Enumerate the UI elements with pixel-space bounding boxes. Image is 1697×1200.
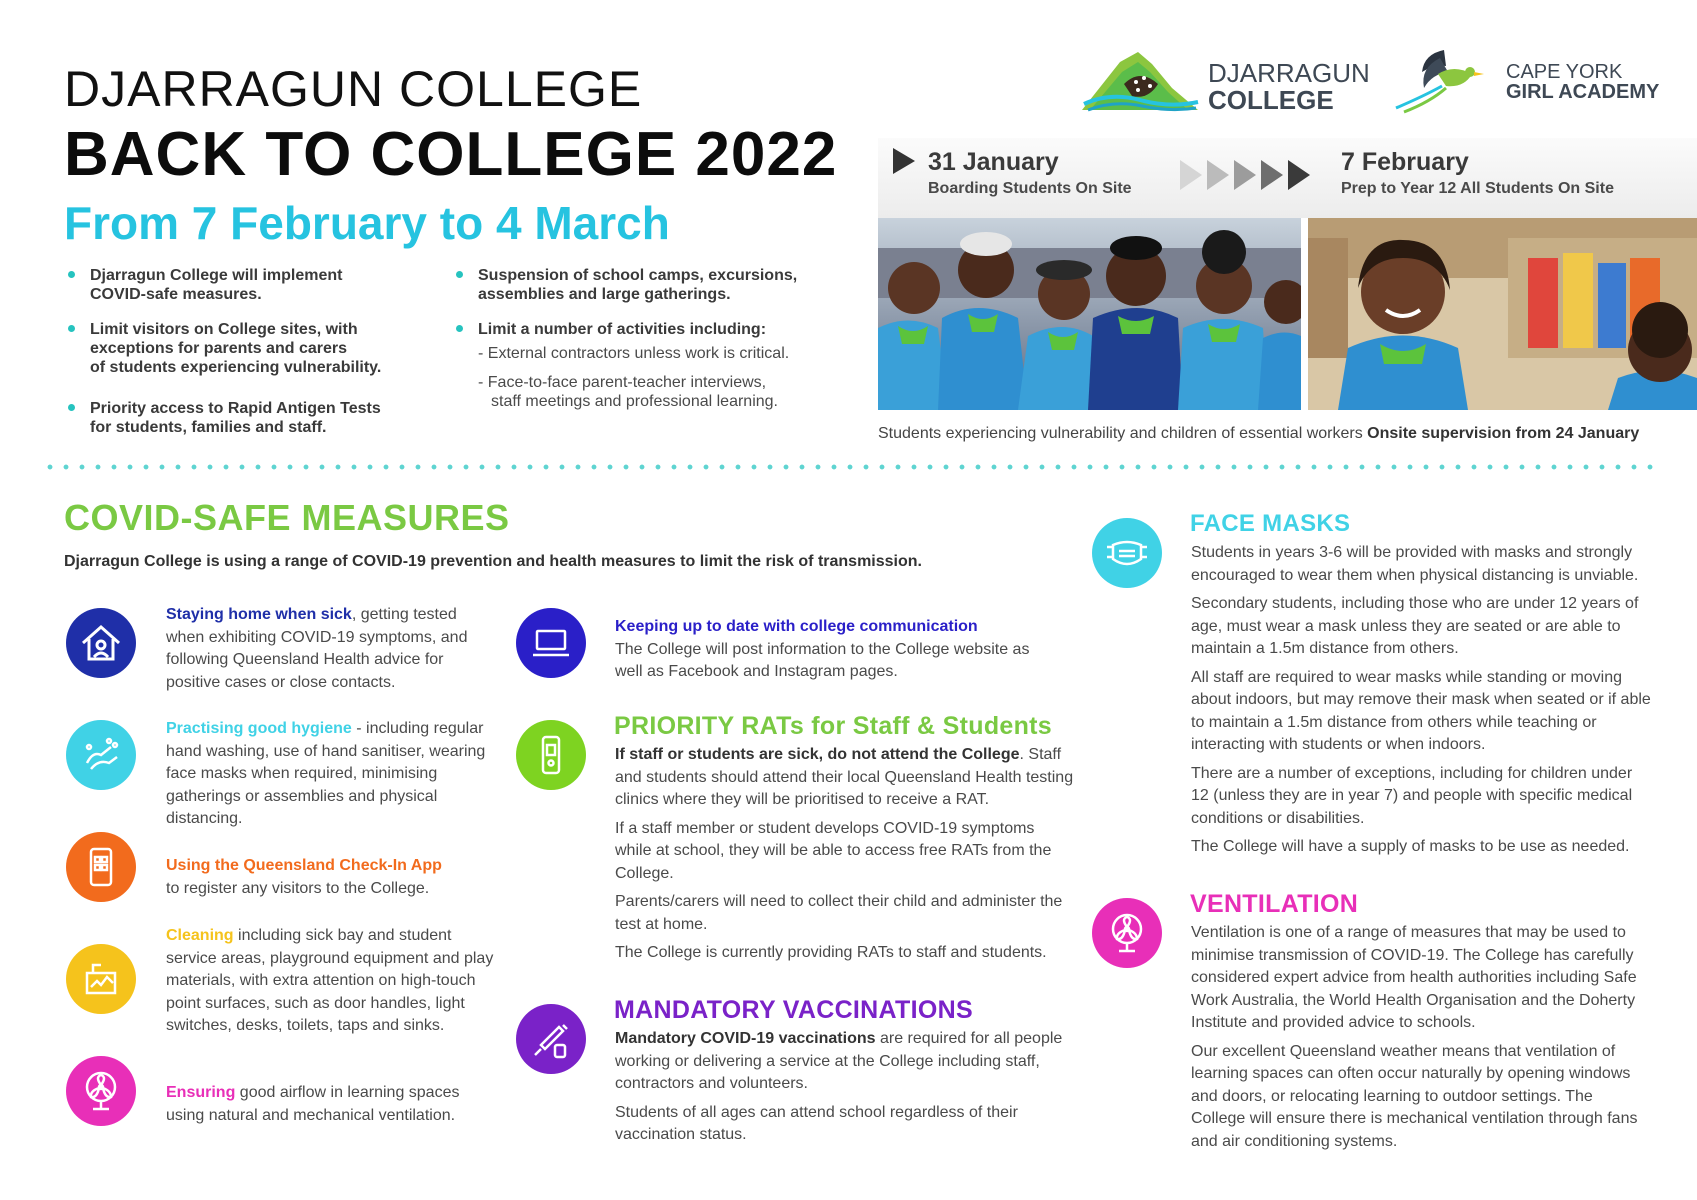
covid-heading: COVID-SAFE MEASURES	[64, 497, 510, 538]
cape-york-logo-text: CAPE YORK GIRL ACADEMY	[1506, 61, 1660, 103]
vacc-para-1: Mandatory COVID-19 vaccinations are required for all people working or delivering a service at the College including staff, contractors and volunteers.	[615, 1030, 1063, 1092]
vaccinations-body	[615, 1028, 1075, 1153]
syringe-icon	[516, 1004, 586, 1074]
ventilation-fan-icon	[1092, 898, 1162, 968]
list-item: - External contractors unless work is critical.	[478, 345, 790, 362]
timeline-second	[1341, 150, 1614, 197]
list-item: - Face-to-face parent-teacher interviews, staff meetings and professional learning.	[478, 374, 778, 410]
vaccinations-heading: MANDATORY VACCINATIONS	[614, 996, 973, 1024]
college-title: DJARRAGUN COLLEGE	[64, 61, 643, 117]
sub-list	[452, 344, 832, 421]
item-staying-home: Staying home when sick, getting tested when exhibiting COVID-19 symptoms, and following Queensland Health advice for positive cases or close contacts.	[166, 606, 468, 691]
masks-heading: FACE MASKS	[1190, 510, 1351, 537]
item-hygiene: Practising good hygiene - including regular hand washing, use of hand sanitiser, wearing face masks when required, minimising gatherings or assemblies and physical distancing.	[166, 720, 486, 827]
masks-para-4: There are a number of exceptions, including for children under 12 (unless they are in year 7) and people with specific medical conditions or disabilities.	[1191, 764, 1633, 827]
fan-icon	[66, 1056, 136, 1126]
list-item: Limit visitors on College sites, with exceptions for parents and carers of students experiencing vulnerability.	[64, 320, 464, 377]
masks-body	[1191, 542, 1651, 865]
rats-para-1: If staff or students are sick, do not attend the College. Staff and students should attend their local Queensland Health testing clinics where they will be prioritised to receive a RAT.	[615, 746, 1074, 808]
covid-intro: Djarragun College is using a range of COVID-19 prevention and health measures to limit the risk of transmission.	[64, 553, 922, 570]
item-cleaning: Cleaning including sick bay and student service areas, playground equipment and play materials, with extra attention on high-touch point surfaces, such as door handles, light switches, desks, toilets, taps and sinks.	[166, 927, 494, 1034]
item-checkin: Using the Queensland Check-In App to register any visitors to the College.	[166, 857, 442, 897]
vacc-para-2: Students of all ages can attend school regardless of their vaccination status.	[615, 1103, 1018, 1143]
djarragun-logo-mark	[1080, 44, 1200, 116]
masks-para-3: All staff are required to wear masks while standing or moving about indoors, but may remove their mask when seated or if able to maintain a 1.5m distance from others while teaching or interacting with students or when indoors.	[1191, 668, 1651, 753]
face-mask-icon	[1092, 518, 1162, 588]
photo-boarding-students	[878, 218, 1301, 410]
rat-test-icon	[516, 720, 586, 790]
masks-para-2: Secondary students, including those who are under 12 years of age, must wear a mask unless they are seated or are able to maintain a 1.5m distance from others.	[1191, 595, 1639, 657]
item-airflow: Ensuring good airflow in learning spaces using natural and mechanical ventilation.	[166, 1084, 460, 1124]
rats-heading: PRIORITY RATs for Staff & Students	[614, 712, 1052, 740]
masks-para-1: Students in years 3-6 will be provided with masks and strongly encouraged to wear them when physical distancing is unviable.	[1191, 544, 1639, 584]
rats-para-4: The College is currently providing RATs to staff and students.	[615, 944, 1047, 961]
rats-para-2: If a staff member or student develops COVID-19 symptoms while at school, they will be able to access free RATs from the College.	[615, 819, 1052, 882]
vent-para-1: Ventilation is one of a range of measures that may be used to minimise transmission of COVID-19. The College has carefully considered expert advice from health authorities including Safe Work Australia, the World Health Organisation and the Doherty Institute and provided advice to schools.	[1191, 924, 1637, 1031]
bullet-list-right	[452, 266, 832, 351]
masks-para-5: The College will have a supply of masks to be use as needed.	[1191, 838, 1630, 855]
page-title: BACK TO COLLEGE 2022	[64, 120, 838, 189]
djarragun-logo-text: DJARRAGUN COLLEGE	[1208, 58, 1370, 115]
chevrons-icon	[1180, 160, 1316, 195]
timeline-first-sub: Boarding Students On Site	[928, 180, 1132, 197]
list-item: Suspension of school camps, excursions, assemblies and large gatherings.	[452, 266, 832, 304]
date-range: From 7 February to 4 March	[64, 197, 670, 249]
cape-york-logo-mark	[1394, 44, 1504, 114]
photo-caption: Students experiencing vulnerability and children of essential workers Onsite supervision from 24 January	[878, 425, 1640, 442]
cleaning-icon	[66, 944, 136, 1014]
phone-qr-icon	[66, 832, 136, 902]
vent-para-2: Our excellent Queensland weather means that ventilation of learning spaces can often occur naturally by opening windows and doors, or relocating learning to outdoor settings. The College will ensure there is mechanical ventilation through fans and air conditioning systems.	[1191, 1042, 1638, 1150]
timeline-first	[928, 150, 1132, 197]
photo-prep-students	[1308, 218, 1697, 410]
list-item: Priority access to Rapid Antigen Tests for students, families and staff.	[64, 399, 464, 437]
ventilation-heading: VENTILATION	[1190, 890, 1359, 918]
rats-body	[615, 744, 1075, 971]
list-item: Limit a number of activities including:	[452, 320, 832, 339]
bullet-list-left	[64, 266, 464, 453]
timeline-second-sub: Prep to Year 12 All Students On Site	[1341, 180, 1614, 197]
list-item: Djarragun College will implement COVID-safe measures.	[64, 266, 464, 304]
laptop-icon	[516, 608, 586, 678]
item-comms: Keeping up to date with college communication The College will post information to the College website as well as Facebook and Instagram pages.	[615, 618, 1030, 680]
dotted-divider	[42, 464, 1657, 470]
play-arrow-icon	[893, 148, 915, 179]
hand-washing-icon	[66, 720, 136, 790]
rats-para-3: Parents/carers will need to collect their child and administer the test at home.	[615, 893, 1063, 933]
timeline-second-date: 7 February	[1341, 148, 1469, 176]
timeline-first-date: 31 January	[928, 148, 1059, 176]
ventilation-body	[1191, 922, 1651, 1159]
home-icon	[66, 608, 136, 678]
